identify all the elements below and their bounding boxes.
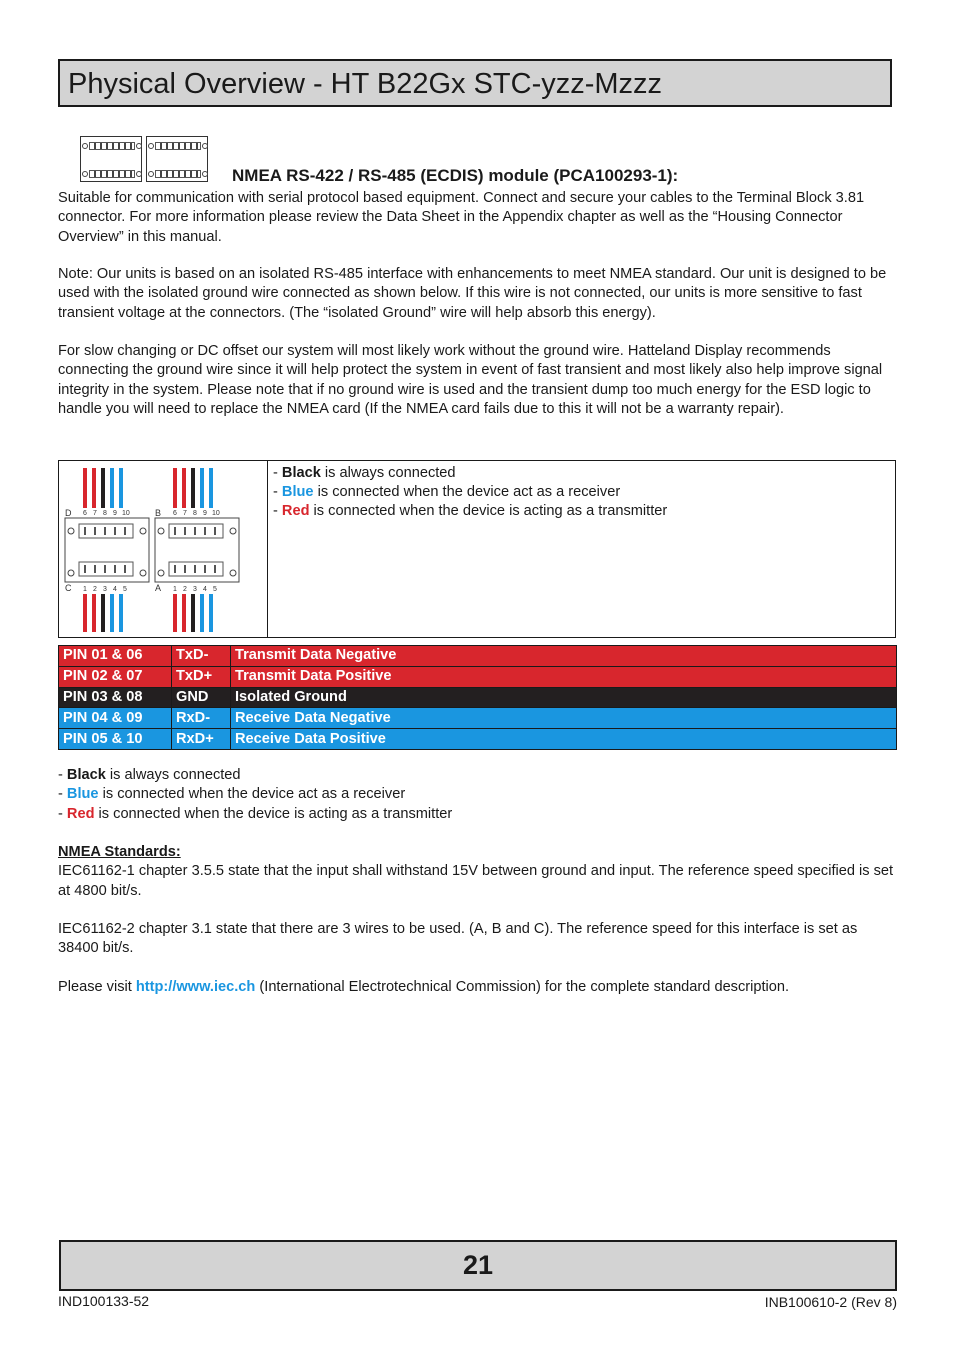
pin-number: 3 xyxy=(193,586,197,593)
wire-color-legend xyxy=(273,464,667,521)
wires-top-right xyxy=(173,468,213,508)
description-cell: Transmit Data Positive xyxy=(231,666,897,687)
pin-cell: PIN 01 & 06 xyxy=(59,646,172,667)
connector-label-c: C xyxy=(65,583,72,593)
connector-block-right xyxy=(155,518,239,582)
wire-color-legend-repeat xyxy=(58,766,898,824)
connector-module-icon xyxy=(146,136,208,182)
standards-p2: IEC61162-2 chapter 3.1 state that there are 3 wires to be used. (A, B and C). The reference speed for this interface is set as 38400 bit/s. xyxy=(58,921,858,957)
pin-table-row xyxy=(59,708,897,729)
page-number: 21 xyxy=(462,1250,494,1280)
pin-number: 2 xyxy=(93,586,97,593)
pin-number: 5 xyxy=(123,586,127,593)
iec-link[interactable]: http://www.iec.ch xyxy=(135,979,256,995)
legend-blue: - Blue is connected when the device act as a receiver xyxy=(58,786,406,803)
wires-bottom-right xyxy=(173,594,213,632)
pin-cell: PIN 03 & 08 xyxy=(59,687,172,708)
pin-number: 10 xyxy=(212,510,220,517)
legend-black: - Black is always connected xyxy=(273,465,456,481)
pin-cell: PIN 05 & 10 xyxy=(59,729,172,750)
connector-label-d: D xyxy=(65,508,72,518)
pin-number: 6 xyxy=(173,510,177,517)
pin-cell: PIN 04 & 09 xyxy=(59,708,172,729)
pin-assignment-table xyxy=(58,645,897,750)
pin-number: 9 xyxy=(203,510,207,517)
legend-blue: - Blue is connected when the device act as a receiver xyxy=(273,484,621,500)
legend-red: - Red is connected when the device is acting as a transmitter xyxy=(58,805,453,822)
description-cell: Receive Data Negative xyxy=(231,708,897,729)
connector-label-a: A xyxy=(155,583,162,593)
signal-cell: TxD- xyxy=(172,646,231,667)
pin-number: 3 xyxy=(103,586,107,593)
footer-right-code: INB100610-2 (Rev 8) xyxy=(764,1294,897,1310)
page-title-box xyxy=(58,59,892,107)
connector-wiring-diagram xyxy=(59,461,267,637)
pin-table-row xyxy=(59,729,897,750)
pin-number: 4 xyxy=(113,586,117,593)
pin-number: 8 xyxy=(103,510,107,517)
signal-cell: RxD+ xyxy=(172,729,231,750)
pin-number: 10 xyxy=(122,510,130,517)
pin-number: 2 xyxy=(183,586,187,593)
pin-number: 8 xyxy=(193,510,197,517)
pin-number: 1 xyxy=(83,586,87,593)
signal-cell: TxD+ xyxy=(172,666,231,687)
nmea-standards-section xyxy=(58,843,898,901)
wires-top-left xyxy=(83,468,123,508)
legend-black: - Black is always connected xyxy=(58,767,241,783)
connector-label-b: B xyxy=(155,508,162,518)
wiring-diagram-box xyxy=(58,460,896,638)
pin-number: 1 xyxy=(173,586,177,593)
description-cell: Transmit Data Negative xyxy=(231,646,897,667)
pin-number: 5 xyxy=(213,586,217,593)
connector-module-icon xyxy=(80,136,142,182)
standards-p1: IEC61162-1 chapter 3.5.5 state that the input shall withstand 15V between ground and input. The reference speed specified is set at 4800 bit/s. xyxy=(58,863,894,899)
legend-red: - Red is connected when the device is acting as a transmitter xyxy=(273,503,668,519)
signal-cell: RxD- xyxy=(172,708,231,729)
wires-bottom-left xyxy=(83,594,123,632)
pin-table-row xyxy=(59,666,897,687)
pin-table-row xyxy=(59,687,897,708)
connector-block-left xyxy=(65,518,149,582)
pin-number: 9 xyxy=(113,510,117,517)
intro-paragraph: Suitable for communication with serial protocol based equipment. Connect and secure your cables to the Terminal Block 3.81 connector. For more information please review the Data Sheet in the Appendix chapter as well as the “Housing Connector Overview” in this manual. xyxy=(58,190,865,245)
ground-wire-paragraph: For slow changing or DC offset our system will most likely work without the ground wire. Hatteland Display recommends connecting the ground wire since it will help protect the system in event of fast transient and most likely also help improve signal integrity in the system. Please note that if no ground wire is used and the transient dump too much energy for the ESD logic to handle you will need to replace the NMEA card (If the NMEA card fails due to this it will not be a warranty repair). xyxy=(58,343,883,417)
page-title: Physical Overview - HT B22Gx STC-yzz-Mzzz xyxy=(68,68,663,100)
page-number-box xyxy=(59,1240,897,1291)
pin-cell: PIN 02 & 07 xyxy=(59,666,172,687)
diagram-divider xyxy=(267,461,268,637)
pin-number: 6 xyxy=(83,510,87,517)
signal-cell: GND xyxy=(172,687,231,708)
standards-heading: NMEA Standards: xyxy=(58,844,181,860)
footer-left-code: IND100133-52 xyxy=(58,1293,150,1309)
standards-p2-block xyxy=(58,920,898,959)
module-heading: NMEA RS-422 / RS-485 (ECDIS) module (PCA100293-1): xyxy=(232,166,679,185)
pin-number: 7 xyxy=(183,510,187,517)
pin-number: 7 xyxy=(93,510,97,517)
pin-table-row xyxy=(59,646,897,667)
visit-paragraph: Please visit http://www.iec.ch (International Electrotechnical Commission) for the complete standard description. xyxy=(58,979,790,995)
note-paragraph: Note: Our units is based on an isolated RS-485 interface with enhancements to meet NMEA standard. Our unit is designed to be used with the isolated ground wire connected as shown below. If this wire is not connected, our units is more sensitive to fast transient voltage at the connectors. (The “isolated Ground” wire will help absorb this energy). xyxy=(58,266,887,321)
pin-number: 4 xyxy=(203,586,207,593)
description-cell: Receive Data Positive xyxy=(231,729,897,750)
description-cell: Isolated Ground xyxy=(231,687,897,708)
